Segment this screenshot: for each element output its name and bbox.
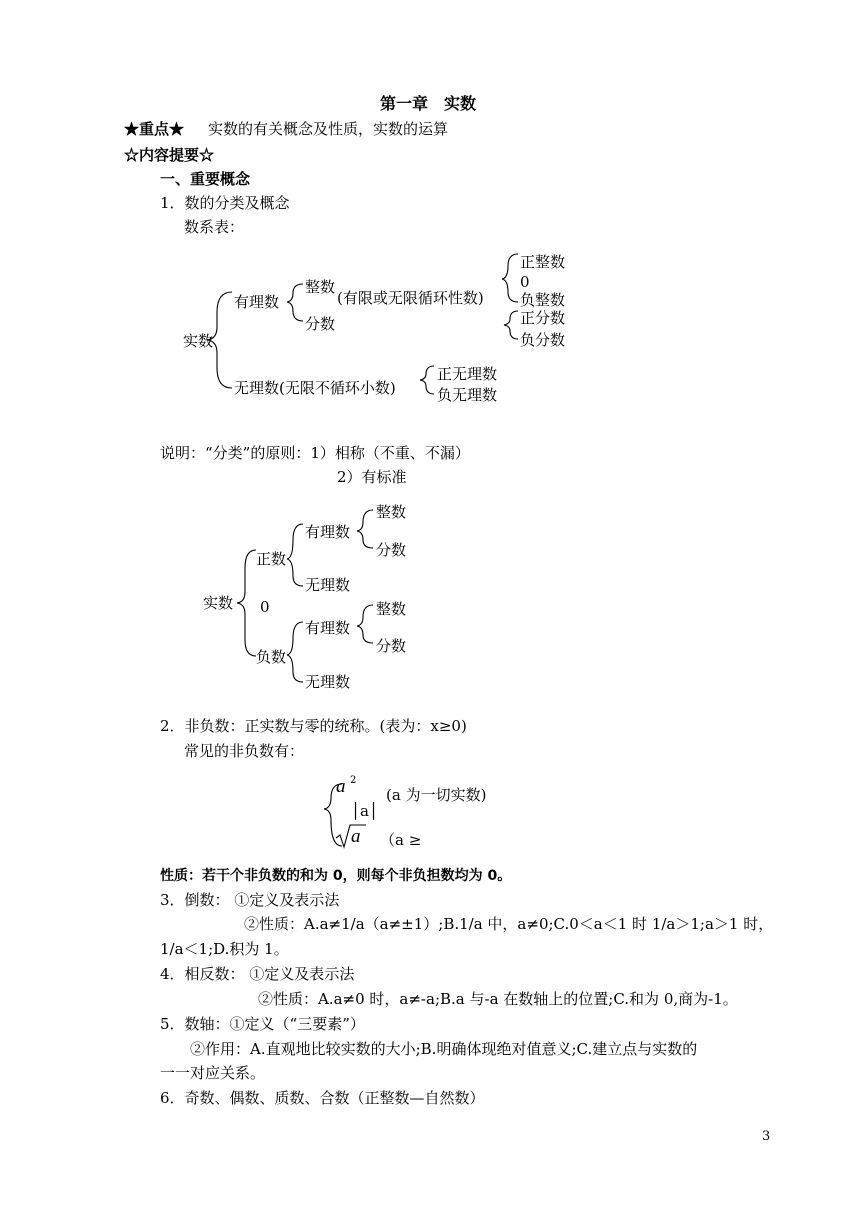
nonneg-a-squared: a	[336, 776, 346, 797]
tree2-positive: 正数	[256, 550, 287, 568]
item2-title: 2．非负数：正实数与零的统称。(表为：x≥0)	[160, 717, 467, 735]
tree1-note: (有限或无限循环性数)	[337, 289, 484, 307]
tree1-pos-irr: 正无理数	[437, 365, 498, 383]
nonneg-note2: （a ≥	[380, 831, 422, 849]
nonneg-sqrt-a: a	[351, 826, 361, 847]
item5-title: 5．数轴：①定义（“三要素”）	[160, 1015, 365, 1033]
summary-label: ☆内容提要☆	[124, 146, 215, 164]
tree1-rational: 有理数	[234, 293, 280, 311]
tree2-p-integer: 整数	[376, 503, 407, 521]
item4-title: 4．相反数： ①定义及表示法	[160, 965, 355, 983]
tree1-root: 实数	[183, 332, 214, 350]
tree2-p-rational: 有理数	[305, 523, 351, 541]
key-points-text: 实数的有关概念及性质，实数的运算	[208, 120, 449, 138]
item4-property: ②性质：A.a≠0 时，a≠-a;B.a 与-a 在数轴上的位置;C.和为 0,商为-1。	[258, 990, 738, 1008]
tree1-zero: 0	[520, 273, 530, 291]
chapter-title: 第一章 实数	[380, 94, 477, 113]
tree1-integer: 整数	[305, 278, 336, 296]
tree2-p-fraction: 分数	[376, 541, 407, 559]
item2-subtitle: 常见的非负数有：	[184, 742, 305, 760]
page-number: 3	[762, 1129, 771, 1144]
nonneg-exponent: 2	[350, 775, 357, 786]
tree2-n-rational: 有理数	[305, 619, 351, 637]
item5-use-cont: 一一对应关系。	[160, 1064, 266, 1082]
tree2-p-irrational: 无理数	[305, 576, 351, 594]
tree2-negative: 负数	[256, 648, 287, 666]
nonneg-abs: │a│	[351, 802, 379, 820]
tree1-irrational: 无理数(无限不循环小数)	[234, 379, 396, 397]
tree2-n-irrational: 无理数	[305, 673, 351, 691]
item1-subtitle: 数系表：	[184, 218, 245, 236]
tree2-n-integer: 整数	[376, 600, 407, 618]
tree1-pos-frac: 正分数	[520, 309, 566, 327]
item1-title: 1．数的分类及概念	[160, 194, 290, 212]
tree2-zero: 0	[260, 598, 270, 616]
explain-line2: 2）有标准	[337, 468, 407, 486]
item3-property-cont: 1/a＜1;D.积为 1。	[160, 940, 289, 958]
tree1-pos-int: 正整数	[520, 253, 566, 271]
item3-property: ②性质：A.a≠1/a（a≠±1）;B.1/a 中，a≠0;C.0＜a＜1 时 1/a＞1;a＞1 时，	[244, 915, 774, 933]
tree1-neg-int: 负整数	[520, 291, 566, 309]
item5-use: ②作用：A.直观地比较实数的大小;B.明确体现绝对值意义;C.建立点与实数的	[190, 1040, 698, 1058]
nonneg-note1: (a 为一切实数)	[386, 786, 487, 804]
item3-title: 3．倒数： ①定义及表示法	[160, 891, 340, 909]
explain-line1: 说明：“分类”的原则：1）相称（不重、不漏）	[160, 444, 470, 462]
item6-title: 6．奇数、偶数、质数、合数（正整数—自然数）	[160, 1089, 485, 1107]
tree1-fraction: 分数	[305, 315, 336, 333]
key-points-label: ★重点★	[124, 120, 185, 138]
nonneg-property: 性质：若干个非负数的和为 0，则每个非负担数均为 0。	[160, 868, 512, 884]
section-heading: 一、重要概念	[160, 170, 251, 188]
tree1-neg-frac: 负分数	[520, 331, 566, 349]
tree1-neg-irr: 负无理数	[437, 386, 498, 404]
tree2-n-fraction: 分数	[376, 637, 407, 655]
tree2-root: 实数	[203, 594, 234, 612]
